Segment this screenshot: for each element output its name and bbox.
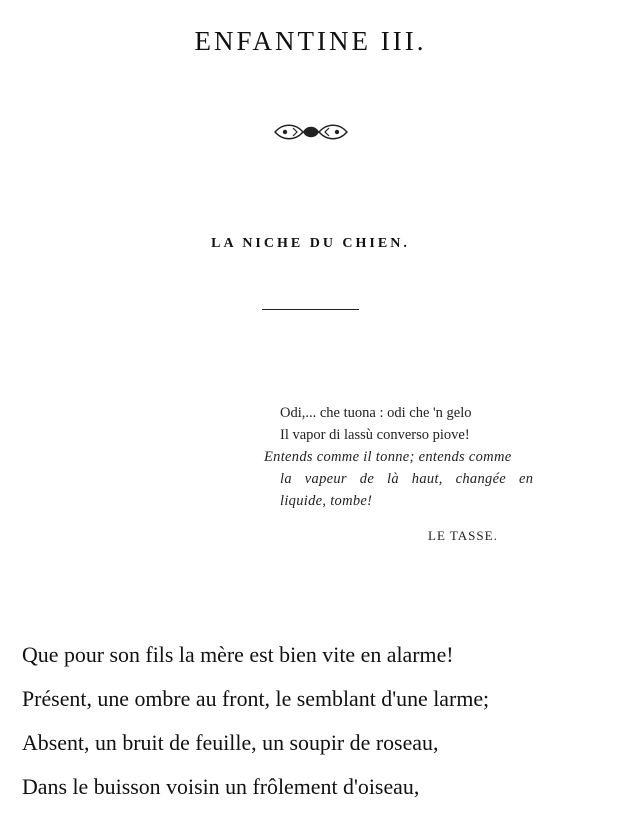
section-rule [262,309,359,310]
poem-line: Dans le buisson voisin un frôlement d'oiseau, [22,774,420,799]
poem-line: Que pour son fils la mère est bien vite en alarme! [22,642,454,667]
epigraph-original-line: Il vapor di lassù converso piove! [280,427,470,443]
page-title: ENFANTINE III. [194,26,427,56]
epigraph-translation-line: liquide, tombe! [280,493,373,509]
section-title: LA NICHE DU CHIEN. [211,236,410,251]
poem-line: Présent, une ombre au front, le semblant d'une larme; [22,686,490,711]
epigraph-translation-line: Entends comme il tonne; entends comme [264,449,512,465]
epigraph-original-line: Odi,... che tuona : odi che 'n gelo [280,405,472,421]
poem-stanza [22,633,617,809]
poem-line: Absent, un bruit de feuille, un soupir de roseau, [22,730,439,755]
epigraph [264,402,594,512]
ornament-flourish-icon [271,121,351,143]
epigraph-translation-line: la vapeur de là haut, changée en [280,471,534,487]
epigraph-attribution: LE TASSE. [428,528,498,543]
